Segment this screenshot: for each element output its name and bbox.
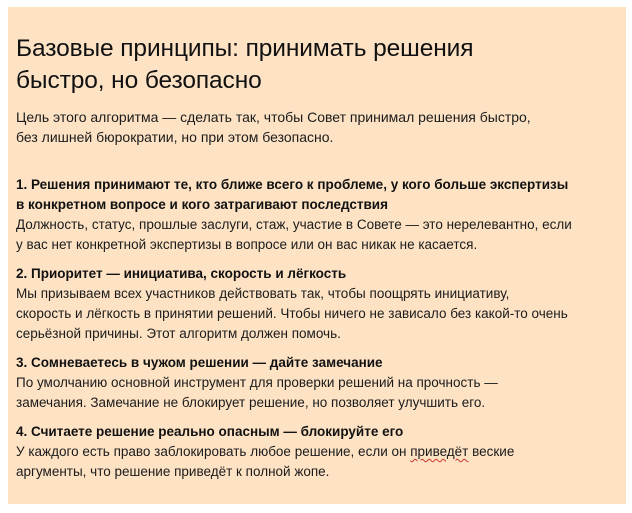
principle-2-body [16,284,618,344]
principle-1-body-line-2: у вас нет конкретной экспертизы в вопросе или он вас никак не касается. [16,237,478,252]
principle-1-heading-line-1: 1. Решения принимают те, кто ближе всего к проблеме, у кого больше экспертизы [16,177,569,192]
principle-4-body [16,442,618,482]
principle-1-heading [16,175,618,215]
principle-2-heading [16,264,618,284]
spellcheck-flagged-word[interactable]: приведёт [410,444,469,459]
intro-paragraph [16,107,618,147]
principle-3-body-line-1: По умолчанию основной инструмент для проверки решений на прочность — [16,375,498,390]
principles-list [16,175,618,482]
page-title-line-2: быстро, но безопасно [16,67,262,94]
page-title [16,33,618,97]
principle-4-body-line-2: аргументы, что решение приведёт к полной жопе. [16,464,330,479]
principle-1 [16,175,618,255]
page-title-line-1: Базовые принципы: принимать решения [16,35,474,62]
intro-line-2: без лишней бюрократии, но при этом безопасно. [16,129,334,145]
principle-2 [16,264,618,344]
principle-4-body-line-1-end: веские [468,444,515,459]
principle-1-heading-line-2: в конкретном вопросе и кого затрагивают последствия [16,197,388,212]
principle-3-body [16,373,618,413]
principle-2-body-line-3: серьёзной причины. Этот алгоритм должен помочь. [16,326,341,341]
principle-2-heading-line-1: 2. Приоритет — инициатива, скорость и лёгкость [16,266,347,281]
document-card [8,7,626,504]
principle-3-heading [16,353,618,373]
principle-1-body [16,215,618,255]
principle-3-body-line-2: замечания. Замечание не блокирует решение, но позволяет улучшить его. [16,395,486,410]
principle-2-body-line-1: Мы призываем всех участников действовать так, чтобы поощрять инициативу, [16,286,510,301]
intro-line-1: Цель этого алгоритма — сделать так, чтобы Совет принимал решения быстро, [16,109,531,125]
principle-1-body-line-1: Должность, статус, прошлые заслуги, стаж, участие в Совете — это нерелевантно, если [16,217,572,232]
principle-4-heading-line-1: 4. Считаете решение реально опасным — блокируйте его [16,424,404,439]
principle-4-body-line-1-start: У каждого есть право заблокировать любое решение, если он [16,444,411,459]
principle-3-heading-line-1: 3. Сомневаетесь в чужом решении — дайте замечание [16,355,383,370]
principle-2-body-line-2: скорость и лёгкость в принятии решений. Чтобы ничего не зависало без какой-то очень [16,306,568,321]
principle-4 [16,422,618,482]
principle-4-heading [16,422,618,442]
principle-3 [16,353,618,413]
principle-4-body-line-1 [16,442,618,462]
